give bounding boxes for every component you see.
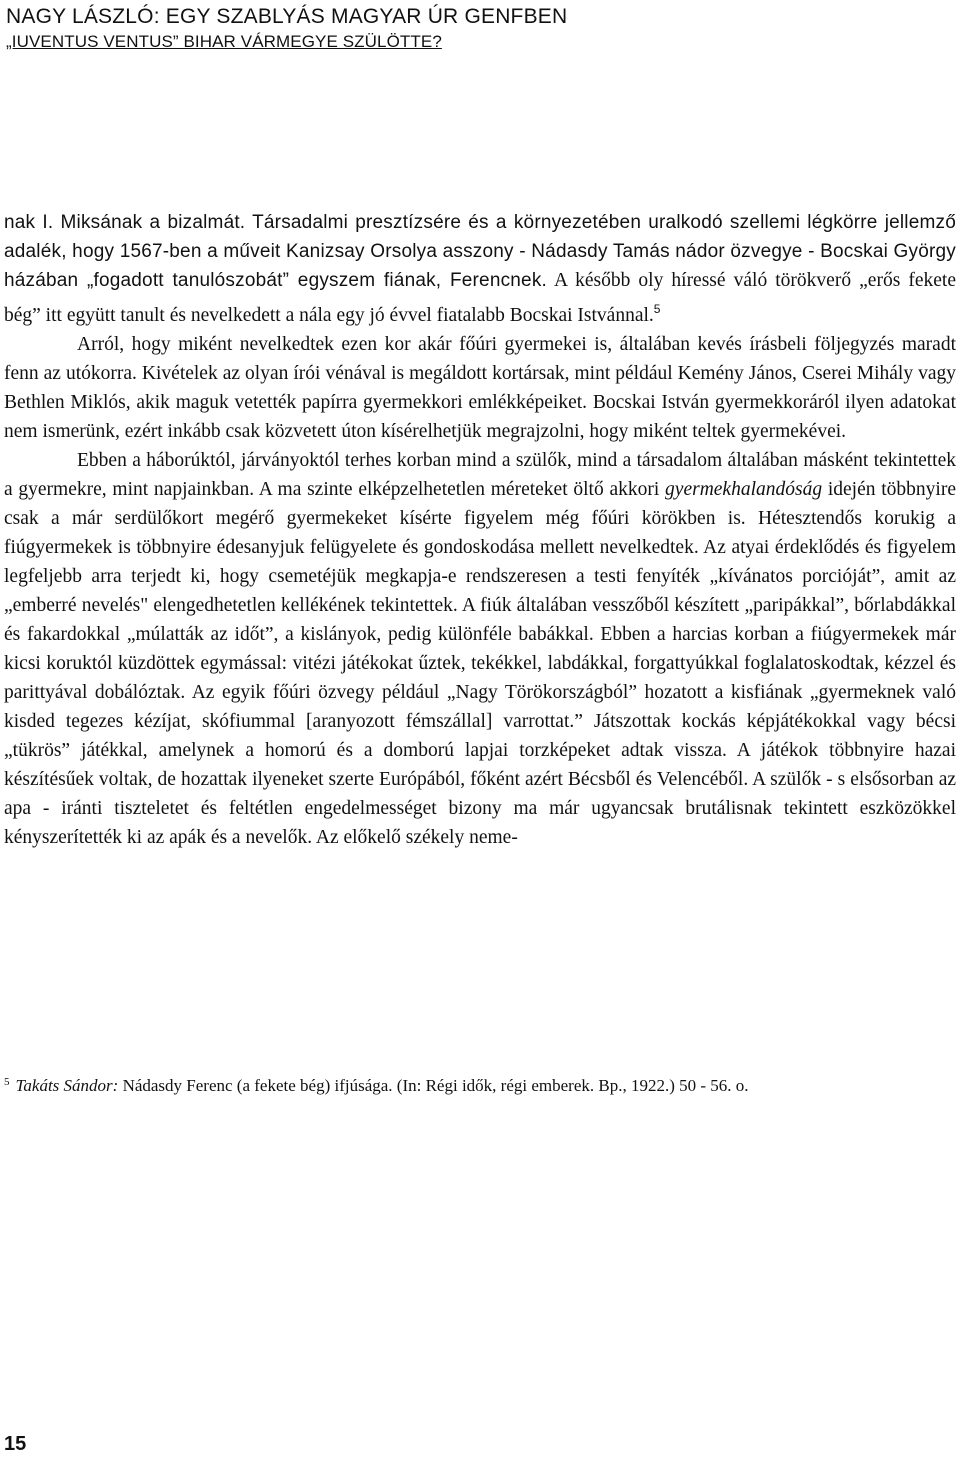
- header-title: NAGY LÁSZLÓ: EGY SZABLYÁS MAGYAR ÚR GENFBEN: [6, 5, 568, 28]
- page-number: 15: [4, 1433, 27, 1455]
- running-header: [6, 4, 567, 54]
- paragraph-1-sans-part: nak I. Miksának a bizalmát. Társadalmi presztízsére és a környezetében uralkodó szellemi légkörre jellemző adalék, hogy 1567-ben a műveit Kanizsay Orsolya asszony - Nádasdy Tamás nádor özvegye - Bocskai György házában „fogadott tanulószobát” egyszem fiának, Ferencnek.: [4, 212, 956, 291]
- paragraph-3: [4, 446, 956, 852]
- main-text: [4, 208, 956, 852]
- emphasis-term: gyermekhalandóság: [665, 479, 823, 500]
- footnote-author: Takáts Sándor:: [15, 1076, 119, 1095]
- footnote-number: 5: [4, 1076, 10, 1088]
- footnote-text: Nádasdy Ferenc (a fekete bég) ifjúsága. (In: Régi idők, régi emberek. Bp., 1922.) 50 - 56. o.: [118, 1076, 749, 1095]
- footnote: [4, 1070, 956, 1098]
- paragraph-3-part-b: idején többnyire csak a már serdülőkort megérő gyermekeket kísérte figyelem még főúri körökben is. Hétesztendős korukig a fiúgyermekek is többnyire édesanyjuk felügyelete és gondoskodása mellett nevelkedtek. Az atyai érdeklődés és figyelem legfeljebb arra terjedt ki, hogy csemetéjük megkapja-e rendszeresen a testi fenyíték „kívánatos porcióját”, amit az „emberré nevelés" elengedhetetlen kellékének tekintettek. A fiúk általában vesszőből készített „paripákkal”, bőrlabdákkal és fakardokkal „múlatták az időt”, a kislányok, pedig különféle babákkal. Ebben a harcias korban a fiúgyermekek már kicsi koruktól küzdöttek egymással: vitézi játékokat űztek, tekékkel, labdákkal, forgattyúkkal foglalatoskodtak, kézzel és parittyával dobálóztak. Az egyik főúri özvegy például „Nagy Törökországból” hozatott a kisfiának „gyermeknek való kisded tegezes kézíjat, skófiummal [aranyozott fémszállal] varrottat.” Játszottak kockás képjátékokkal vagy bécsi „tükrös” játékkal, amelynek a homorú és a domború lapjai torzképeket adtak vissza. A játékok többnyire hazai készítésűek voltak, de hozattak ilyeneket szerte Európából, főként azért Bécsből és Velencéből. A szülők - s elsősorban az apa - iránti tiszteletet és feltétlen engedelmességet bizony ma már ugyancsak brutálisnak tekintett eszközökkel kényszerítették ki az apák és a nevelők. Az előkelő székely neme-: [4, 479, 956, 848]
- paragraph-3-part-a: Ebben a háborúktól, járványoktól terhes korban mind a szülők, mind a társadalom általában másként tekintettek a gyermekre, mint napjainkban. A ma szinte elképzelhetetlen méreteket öltő akkori: [4, 450, 956, 500]
- paragraph-1: [4, 208, 956, 330]
- paragraph-1-serif-part: A később oly híressé váló törökverő „erős fekete bég” itt együtt tanult és nevelkedett a nála egy jó évvel fiatalabb Bocskai Istvánnal.: [4, 270, 956, 326]
- footnote-ref-5: 5: [653, 302, 661, 316]
- paragraph-2: Arról, hogy miként nevelkedtek ezen kor akár főúri gyermekei is, általában kevés írásbeli följegyzés maradt fenn az utókorra. Kivételek az olyan írói vénával is megáldott kortársak, mint például Kemény János, Cserei Mihály vagy Bethlen Miklós, akik maguk vetették papírra gyermekkori emlékképeiket. Bocskai István gyermekkoráról ilyen adatokat nem ismerünk, ezért inkább csak közvetett úton kísérelhetjük megrajzolni, hogy miként teltek gyermekévei.: [4, 334, 956, 442]
- header-subtitle: „IUVENTUS VENTUS” BIHAR VÁRMEGYE SZÜLÖTTE?: [6, 32, 442, 51]
